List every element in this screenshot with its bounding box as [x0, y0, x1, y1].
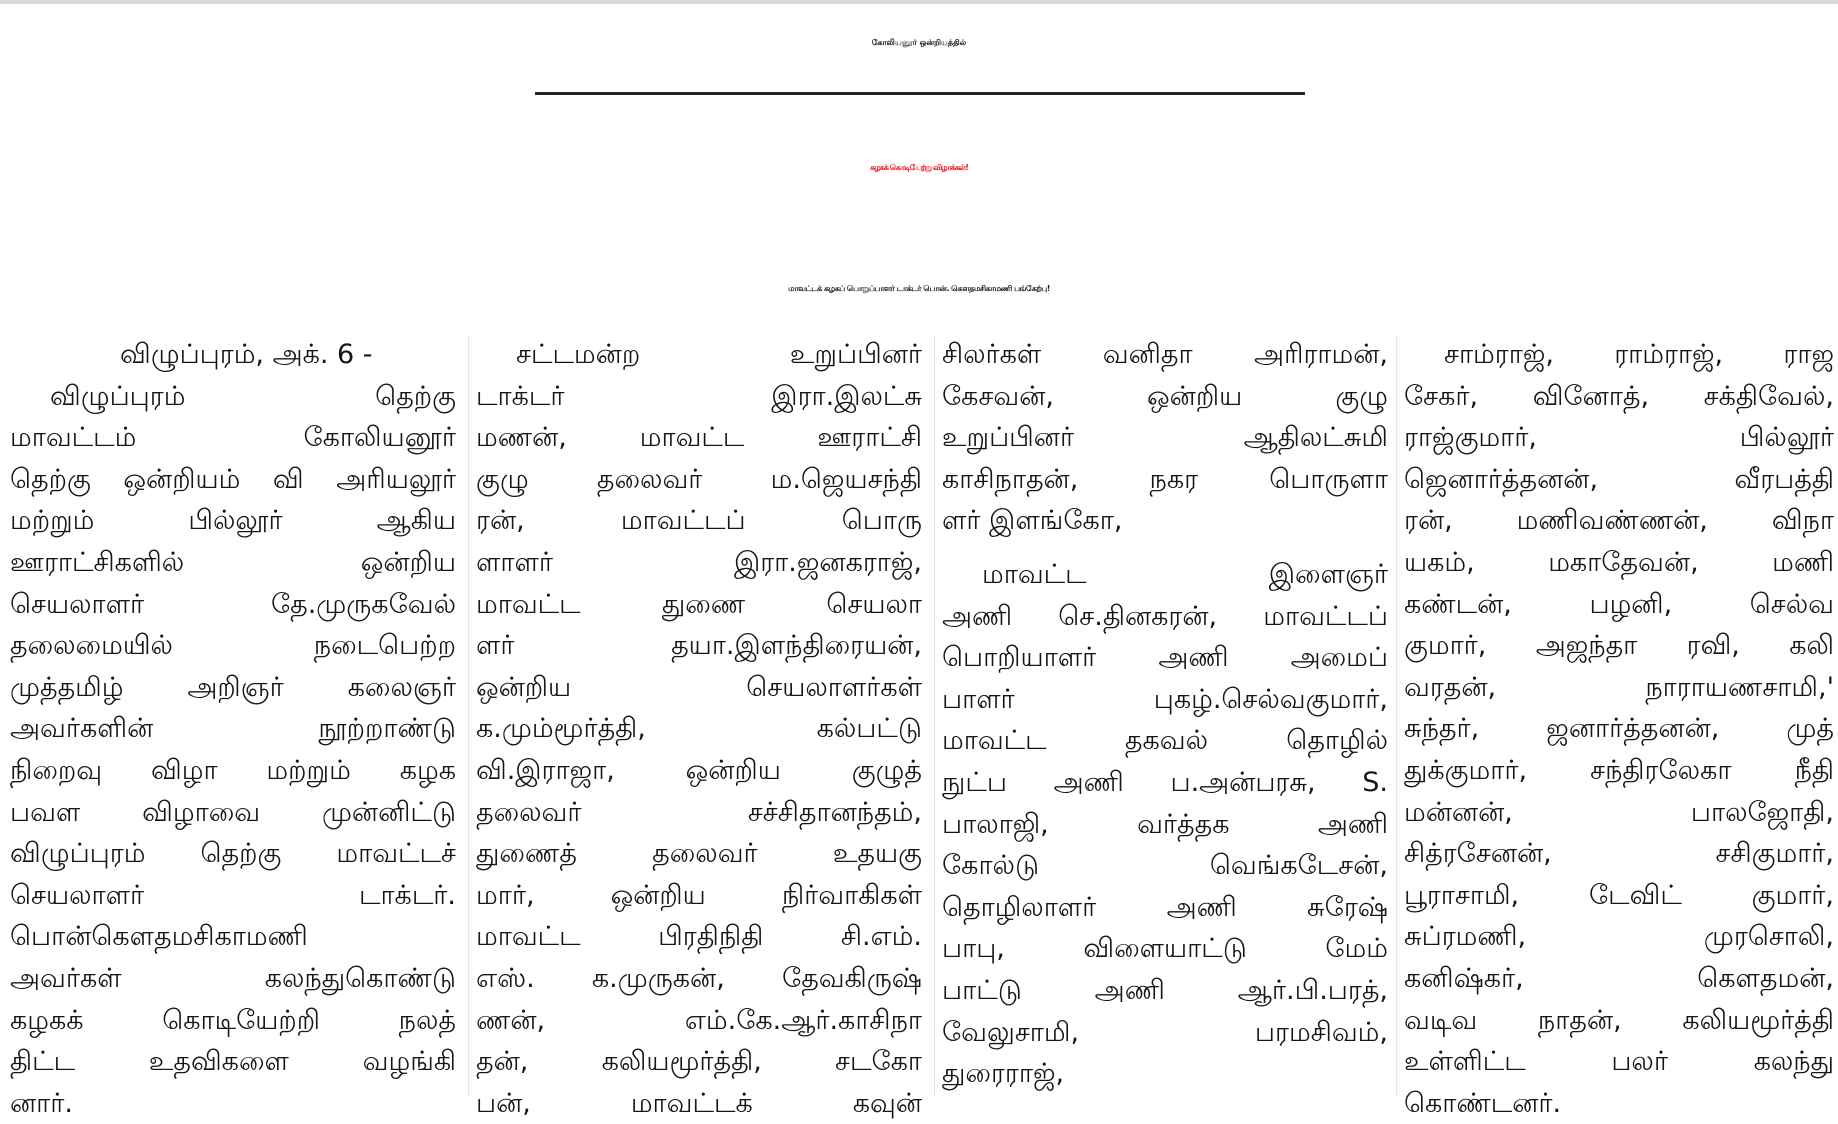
body-line: சித்ரசேனன், சசிகுமார்,	[1404, 838, 1834, 870]
body-line: ணன், எம்.கே.ஆர்.காசிநா	[476, 1004, 922, 1036]
body-line: சேகர், வினோத், சக்திவேல்,	[1404, 380, 1834, 412]
body-line: ஜெனார்த்தனன், வீரபத்தி	[1404, 463, 1834, 495]
body-line: ரன், மாவட்டப் பொரு	[476, 505, 922, 537]
body-line: பாளர் புகழ்.செல்வகுமார்,	[942, 683, 1388, 715]
body-line: பாலாஜி, வர்த்தக அணி	[942, 808, 1388, 840]
article-column-4	[1404, 334, 1834, 1119]
body-line: நுட்ப அணி ப.அன்பரசு, S.	[942, 766, 1388, 798]
body-line: மாவட்ட பிரதிநிதி சி.எம்.	[476, 921, 922, 953]
article-column-3	[942, 334, 1388, 1100]
body-line: னார்.	[10, 1087, 73, 1119]
body-line: ளர் இளங்கோ,	[942, 505, 1123, 537]
body-line: மார், ஒன்றிய நிர்வாகிகள்	[476, 879, 922, 911]
body-line: கொண்டனர்.	[1404, 1087, 1562, 1119]
body-line: பாட்டு அணி ஆர்.பி.பரத்,	[942, 974, 1388, 1006]
body-line: ஒன்றிய செயலாளர்கள்	[476, 671, 922, 703]
body-line: உள்ளிட்ட பலர் கலந்து	[1404, 1046, 1834, 1078]
body-line: மாவட்ட தகவல் தொழில்	[942, 725, 1388, 757]
body-line: ராஜ்குமார், பில்லூர்	[1404, 422, 1834, 454]
body-line: துணைத் தலைவர் உதயகு	[476, 838, 922, 870]
column-divider	[468, 336, 469, 1096]
body-line: விழுப்புரம் தெற்கு மாவட்டச்	[10, 838, 456, 870]
body-line: நிறைவு விழா மற்றும் கழக	[10, 754, 456, 786]
body-line: பாபு, விளையாட்டு மேம்	[942, 933, 1388, 965]
body-line: துக்குமார், சந்திரலேகா நீதி	[1404, 754, 1834, 786]
body-line: வடிவ நாதன், கலியமூர்த்தி	[1404, 1004, 1834, 1036]
body-line: எஸ். க.முருகன், தேவகிருஷ்	[476, 962, 922, 994]
body-line: ளர் தயா.இளந்திரையன்,	[476, 630, 922, 662]
body-line: சுந்தர், ஜனார்த்தனன், முத்	[1404, 713, 1834, 745]
body-line: பூராசாமி, டேவிட் குமார்,	[1404, 879, 1834, 911]
body-line: மன்னன், பாலஜோதி,	[1404, 796, 1834, 828]
body-line: வி.இராஜா, ஒன்றிய குழுத்	[476, 754, 922, 786]
body-line: திட்ட உதவிகளை வழங்கி	[10, 1046, 456, 1078]
body-line: வரதன், நாராயணசாமி,'	[1404, 671, 1834, 703]
body-line: தன், கலியமூர்த்தி, சடகோ	[476, 1046, 922, 1078]
body-line: சுப்ரமணி, முரசொலி,	[1404, 921, 1834, 953]
top-border	[0, 0, 1838, 4]
sub-headline: மாவட்டக் கழகப் பொறுப்பாளர் டாக்டர் பொன். கௌதமசிகாமணி பங்கேற்பு!	[788, 284, 1050, 293]
body-line: தொழிலாளர் அணி சுரேஷ்	[942, 891, 1388, 923]
body-line: துரைராஜ்,	[942, 1058, 1065, 1090]
main-headline: கழகக் கொடியேற்று விழாக்கள்!	[870, 163, 968, 172]
body-line: காசிநாதன், நகர பொருளா	[942, 463, 1388, 495]
body-line: மாவட்டம் கோலியனூர்	[10, 422, 456, 454]
body-line: ஊராட்சிகளில் ஒன்றிய	[10, 546, 456, 578]
body-line: செயலாளர் தே.முருகவேல்	[10, 588, 456, 620]
column-divider	[1396, 336, 1397, 1096]
body-line: அணி செ.தினகரன், மாவட்டப்	[942, 600, 1388, 632]
body-line: உறுப்பினர் ஆதிலட்சுமி	[942, 422, 1388, 454]
kicker-underline	[535, 92, 1305, 95]
column-divider	[934, 336, 935, 1096]
kicker-headline: கோலியனூர் ஒன்றியத்தில்	[871, 38, 967, 47]
body-line: கேசவன், ஒன்றிய குழு	[942, 380, 1388, 412]
body-line: செயலாளர் டாக்டர்.	[10, 879, 456, 911]
body-line: தெற்கு ஒன்றியம் வி அரியலூர்	[10, 463, 456, 495]
body-line: பவள விழாவை முன்னிட்டு	[10, 796, 456, 828]
body-line: சட்டமன்ற உறுப்பினர்	[516, 339, 922, 370]
article-column-2	[476, 334, 922, 1119]
body-line: டாக்டர் இரா.இலட்சு	[476, 380, 922, 412]
body-line: கனிஷ்கர், கௌதமன்,	[1404, 962, 1834, 994]
body-line: விழுப்புரம் தெற்கு	[50, 380, 456, 412]
body-line: குழு தலைவர் ம.ஜெயசந்தி	[476, 463, 922, 495]
body-line: பன், மாவட்டக் கவுன்	[476, 1087, 922, 1119]
body-line: மற்றும் பில்லூர் ஆகிய	[10, 505, 456, 537]
body-line: பொறியாளர் அணி அமைப்	[942, 642, 1388, 674]
body-line: முத்தமிழ் அறிஞர் கலைஞர்	[10, 671, 456, 703]
body-line: சிலர்கள் வனிதா அரிராமன்,	[942, 339, 1388, 370]
body-line: குமார், அஜந்தா ரவி, கலி	[1404, 630, 1834, 662]
body-line: கோல்டு வெங்கடேசன்,	[942, 850, 1388, 882]
body-line: தலைமையில் நடைபெற்ற	[10, 630, 456, 662]
body-line: யகம், மகாதேவன், மணி	[1404, 546, 1834, 578]
body-line: மாவட்ட இளைஞர்	[982, 558, 1388, 590]
body-line: கண்டன், பழனி, செல்வ	[1404, 588, 1834, 620]
body-line: வேலுசாமி, பரமசிவம்,	[942, 1016, 1388, 1048]
body-line: அவர்களின் நூற்றாண்டு	[10, 713, 456, 745]
body-line: அவர்கள் கலந்துகொண்டு	[10, 962, 456, 994]
body-line: சாம்ராஜ், ராம்ராஜ், ராஜ	[1444, 339, 1834, 370]
body-line: கழகக் கொடியேற்றி நலத்	[10, 1004, 456, 1036]
body-line: ளாளர் இரா.ஜனகராஜ்,	[476, 546, 922, 578]
body-line: தலைவர் சச்சிதானந்தம்,	[476, 796, 922, 828]
article-column-1	[10, 334, 456, 1119]
body-line: க.மும்மூர்த்தி, கல்பட்டு	[476, 713, 922, 745]
dateline: விழுப்புரம், அக். 6 -	[120, 339, 373, 370]
body-line: மணன், மாவட்ட ஊராட்சி	[476, 422, 922, 454]
body-line: மாவட்ட துணை செயலா	[476, 588, 922, 620]
body-line: ரன், மணிவண்ணன், விநா	[1404, 505, 1834, 537]
body-line: பொன்கௌதமசிகாமணி	[10, 921, 308, 953]
